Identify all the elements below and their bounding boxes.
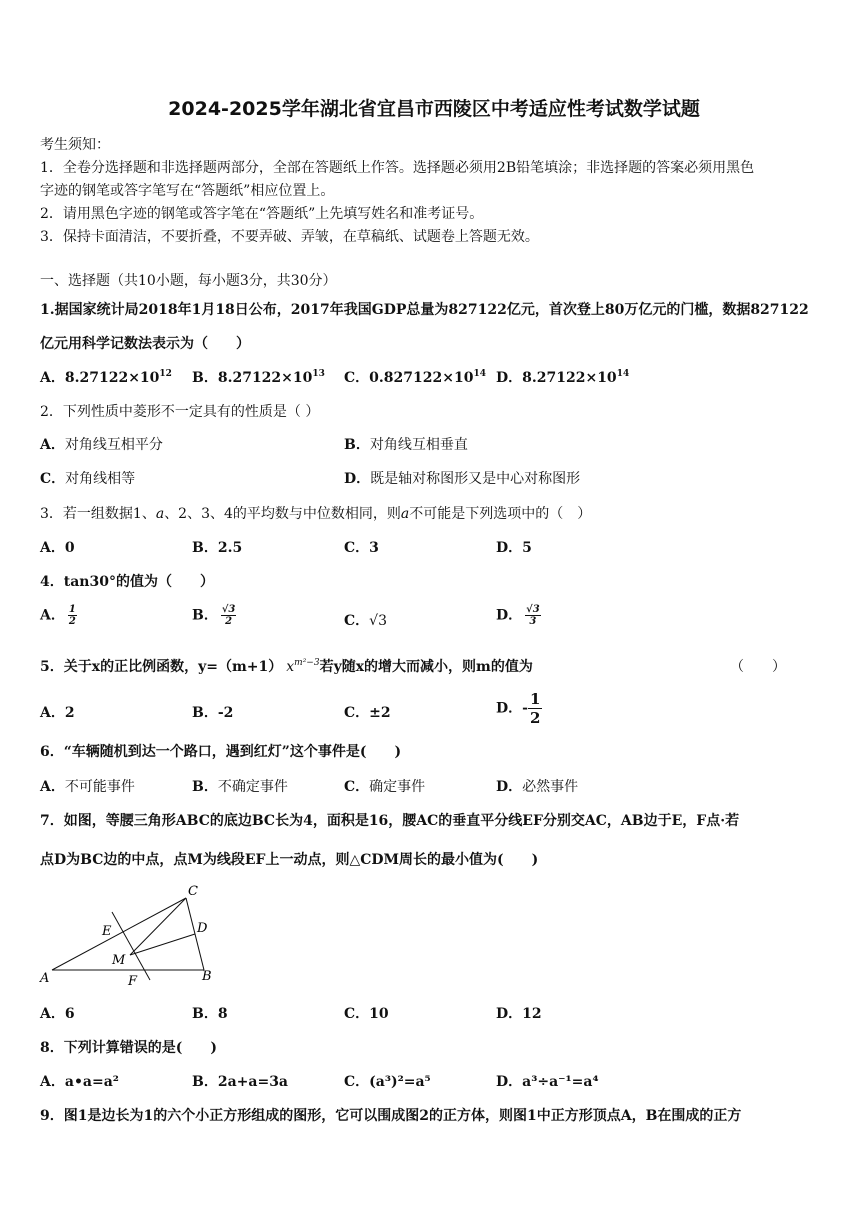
q6-option-d: D．必然事件 <box>496 779 579 795</box>
q4-stem: 4．tan30°的值为（ ） <box>40 574 214 590</box>
q4-option-c: C．√3 <box>344 613 387 629</box>
exam-title: 2024-2025学年湖北省宜昌市西陵区中考适应性考试数学试题 <box>168 98 700 120</box>
q6-stem: 6．“车辆随机到达一个路口，遇到红灯”这个事件是( ) <box>40 744 402 760</box>
q6-option-c: C．确定事件 <box>344 779 426 795</box>
notice-line-4: 3．保持卡面清洁，不要折叠，不要弄破、弄皱，在草稿纸、试题卷上答题无效。 <box>40 229 539 245</box>
q8-option-b: B．2a+a=3a <box>192 1074 289 1090</box>
q8-option-c: C．(a³)²=a⁵ <box>344 1074 431 1090</box>
q7-option-d: D．12 <box>496 1006 542 1022</box>
notice-line-1: 1．全卷分选择题和非选择题两部分，全部在答题纸上作答。选择题必须用2B铅笔填涂；非选择题的答案必须用黑色 <box>40 160 755 176</box>
q2-option-b: B．对角线互相垂直 <box>344 437 468 453</box>
q3-option-b: B．2.5 <box>192 540 243 556</box>
q4-option-b: B． $\frac{√3}{2}$ <box>192 604 236 627</box>
q1-option-c: C．$0.827122\times 10^{14}$ <box>344 369 486 386</box>
q9-line-1: 9．图1是边长为1的六个小正方形组成的图形，它可以围成图2的正方体，则图1中正方形顶点A，B在围成的正方 <box>40 1108 742 1124</box>
q3-option-c: C．3 <box>344 540 379 556</box>
notice-line-3: 2．请用黑色字迹的钢笔或答字笔在“答题纸”上先填写姓名和准考证号。 <box>40 206 484 222</box>
q5-option-b: B．-2 <box>192 705 234 721</box>
notice-heading: 考生须知： <box>40 137 110 153</box>
q8-option-a: A．a•a=a² <box>40 1074 119 1090</box>
label-e: E <box>102 924 112 939</box>
label-d: D <box>197 921 208 936</box>
label-b: B <box>202 969 212 984</box>
q5-option-a: A．2 <box>40 705 75 721</box>
q5-option-d: D．- $\frac{1}{2}$ <box>496 690 541 727</box>
q1-line-1: 1.据国家统计局2018年1月18日公布，2017年我国GDP总量为827122亿元，首次登上80万亿元的门槛，数据827122 <box>40 302 809 318</box>
q2-option-c: C．对角线相等 <box>40 471 136 487</box>
label-f: F <box>128 974 138 989</box>
q2-stem: 2．下列性质中菱形不一定具有的性质是（ ） <box>40 404 320 420</box>
section-heading: 一、选择题（共10小题，每小题3分，共30分） <box>40 273 337 289</box>
q7-option-a: A．6 <box>40 1006 75 1022</box>
triangle-figure <box>36 880 226 992</box>
q7-line-2: 点D为BC边的中点，点M为线段EF上一动点，则△CDM周长的最小值为( ) <box>40 852 539 868</box>
q6-option-a: A．不可能事件 <box>40 779 135 795</box>
q8-stem: 8．下列计算错误的是( ) <box>40 1040 217 1056</box>
q7-option-b: B．8 <box>192 1006 228 1022</box>
q6-option-b: B．不确定事件 <box>192 779 288 795</box>
q4-option-d: D． $\frac{√3}{3}$ <box>496 604 540 627</box>
q3-stem: 3．若一组数据1、a、2、3、4的平均数与中位数相同，则a不可能是下列选项中的（ ） <box>40 506 592 522</box>
q1-line-2: 亿元用科学记数法表示为（ ） <box>40 336 250 352</box>
q2-option-d: D．既是轴对称图形又是中心对称图形 <box>344 471 581 487</box>
q1-option-a: A．$8.27122\times 10^{12}$ <box>40 369 172 386</box>
q7-option-c: C．10 <box>344 1006 389 1022</box>
q2-option-a: A．对角线互相平分 <box>40 437 163 453</box>
label-a: A <box>40 971 50 986</box>
q5-stem: 5．关于x的正比例函数，y=（m+1） $x^{m^2-3}$若y随x的增大而减小，则m的值为 <box>40 658 533 675</box>
q1-option-b: B．$8.27122\times 10^{13}$ <box>192 369 325 386</box>
label-c: C <box>188 884 198 899</box>
q5-answer-paren: （ ） <box>730 659 786 675</box>
q3-option-d: D．5 <box>496 540 532 556</box>
label-m: M <box>112 953 126 968</box>
q8-option-d: D．a³÷a⁻¹=a⁴ <box>496 1074 599 1090</box>
q7-line-1: 7．如图，等腰三角形ABC的底边BC长为4，面积是16，腰AC的垂直平分线EF分别交AC，AB边于E，F点·若 <box>40 813 740 829</box>
q1-option-d: D．$8.27122\times 10^{14}$ <box>496 369 630 386</box>
notice-line-2: 字迹的钢笔或答字笔写在“答题纸”相应位置上。 <box>40 183 335 199</box>
q4-option-a: A． $\frac{1}{2}$ <box>40 604 76 627</box>
q5-option-c: C．±2 <box>344 705 391 721</box>
q3-option-a: A．0 <box>40 540 75 556</box>
